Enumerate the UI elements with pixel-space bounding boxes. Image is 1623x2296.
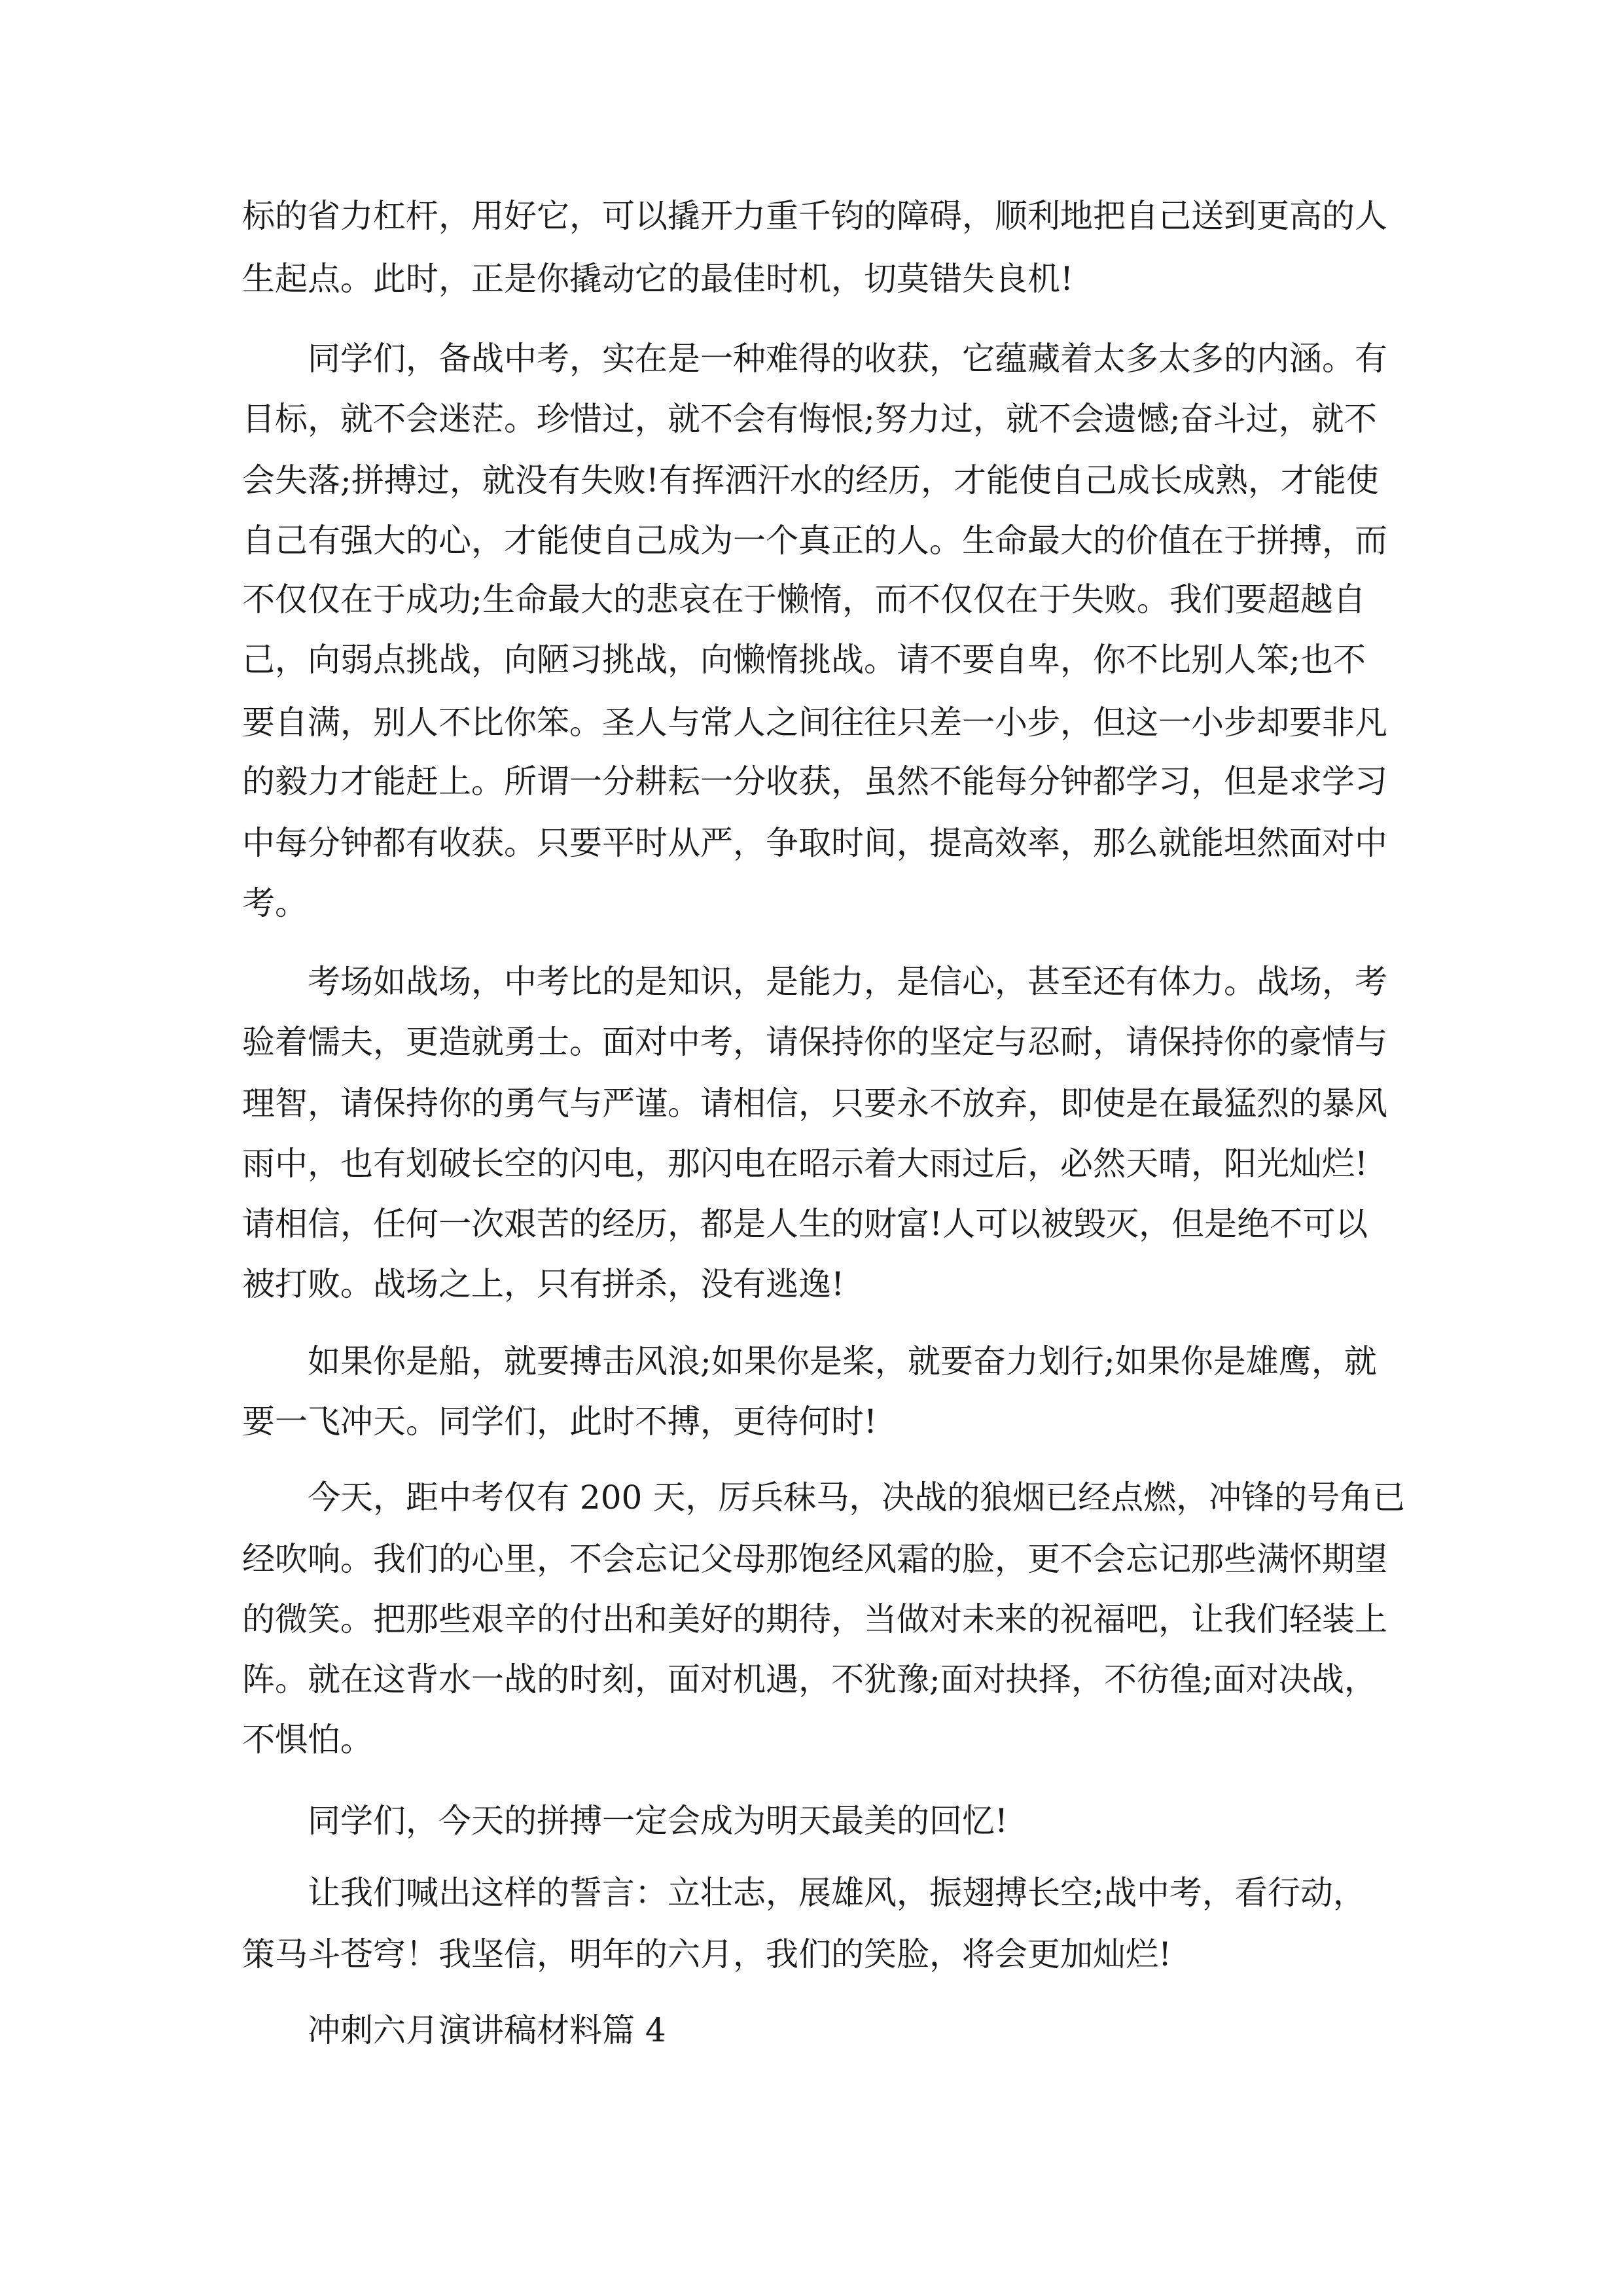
paragraph-first-line: 考场如战场，中考比的是知识，是能力，是信心，甚至还有体力。战场，考 <box>308 963 1387 1001</box>
paragraph-first-line: 让我们喊出这样的誓言：立壮志，展雄风，振翅搏长空;战中考，看行动， <box>308 1874 1366 1912</box>
text-line: 会失落;拼搏过，就没有失败!有挥洒汗水的经历，才能使自己成长成熟，才能使 <box>242 461 1379 499</box>
text-line: 自己有强大的心，才能使自己成为一个真正的人。生命最大的价值在于拼搏，而 <box>242 522 1387 560</box>
text-line: 目标，就不会迷茫。珍惜过，就不会有悔恨;努力过，就不会遗憾;奋斗过，就不 <box>242 400 1377 438</box>
paragraph-first-line: 如果你是船，就要搏击风浪;如果你是桨，就要奋力划行;如果你是雄鹰，就 <box>308 1342 1377 1380</box>
text-line: 的毅力才能赶上。所谓一分耕耘一分收获，虽然不能每分钟都学习，但是求学习 <box>242 762 1387 800</box>
paragraph-first-line: 同学们，今天的拼搏一定会成为明天最美的回忆! <box>308 1802 1008 1840</box>
text-line: 标的省力杠杆，用好它，可以撬开力重千钧的障碍，顺利地把自己送到更高的人 <box>242 197 1387 235</box>
text-line: 不仅仅在于成功;生命最大的悲哀在于懒惰，而不仅仅在于失败。我们要超越自 <box>242 581 1366 619</box>
text-line: 雨中，也有划破长空的闪电，那闪电在昭示着大雨过后，必然天晴，阳光灿烂! <box>242 1145 1368 1183</box>
text-line: 生起点。此时，正是你撬动它的最佳时机，切莫错失良机! <box>242 260 1074 298</box>
text-line: 不惧怕。 <box>242 1721 373 1759</box>
text-line: 请相信，任何一次艰苦的经历，都是人生的财富!人可以被毁灭，但是绝不可以 <box>242 1205 1368 1243</box>
text-line: 要一飞冲天。同学们，此时不搏，更待何时! <box>242 1403 878 1441</box>
text-line: 策马斗苍穹！我坚信，明年的六月，我们的笑脸，将会更加灿烂! <box>242 1935 1172 1973</box>
text-line: 验着懦夫，更造就勇士。面对中考，请保持你的坚定与忍耐，请保持你的豪情与 <box>242 1023 1387 1061</box>
text-line: 被打败。战场之上，只有拼杀，没有逃逸! <box>242 1265 845 1303</box>
text-line: 考。 <box>242 884 308 922</box>
text-line: 己，向弱点挑战，向陋习挑战，向懒惰挑战。请不要自卑，你不比别人笨;也不 <box>242 641 1366 679</box>
text-line: 阵。就在这背水一战的时刻，面对机遇，不犹豫;面对抉择，不彷徨;面对决战， <box>242 1660 1377 1698</box>
text-line: 理智，请保持你的勇气与严谨。请相信，只要永不放弃，即使是在最猛烈的暴风 <box>242 1085 1387 1122</box>
text-line: 要自满，别人不比你笨。圣人与常人之间往往只差一小步，但这一小步却要非凡 <box>242 704 1387 742</box>
text-line: 的微笑。把那些艰辛的付出和美好的期待，当做对未来的祝福吧，让我们轻装上 <box>242 1600 1387 1638</box>
paragraph-first-line: 今天，距中考仅有 200 天，厉兵秣马，决战的狼烟已经点燃，冲锋的号角已 <box>308 1479 1406 1516</box>
section-heading: 冲刺六月演讲稿材料篇 4 <box>308 2011 666 2049</box>
paragraph-first-line: 同学们，备战中考，实在是一种难得的收获，它蕴藏着太多太多的内涵。有 <box>308 340 1387 378</box>
text-line: 经吹响。我们的心里，不会忘记父母那饱经风霜的脸，更不会忘记那些满怀期望 <box>242 1540 1387 1578</box>
text-line: 中每分钟都有收获。只要平时从严，争取时间，提高效率，那么就能坦然面对中 <box>242 824 1387 862</box>
